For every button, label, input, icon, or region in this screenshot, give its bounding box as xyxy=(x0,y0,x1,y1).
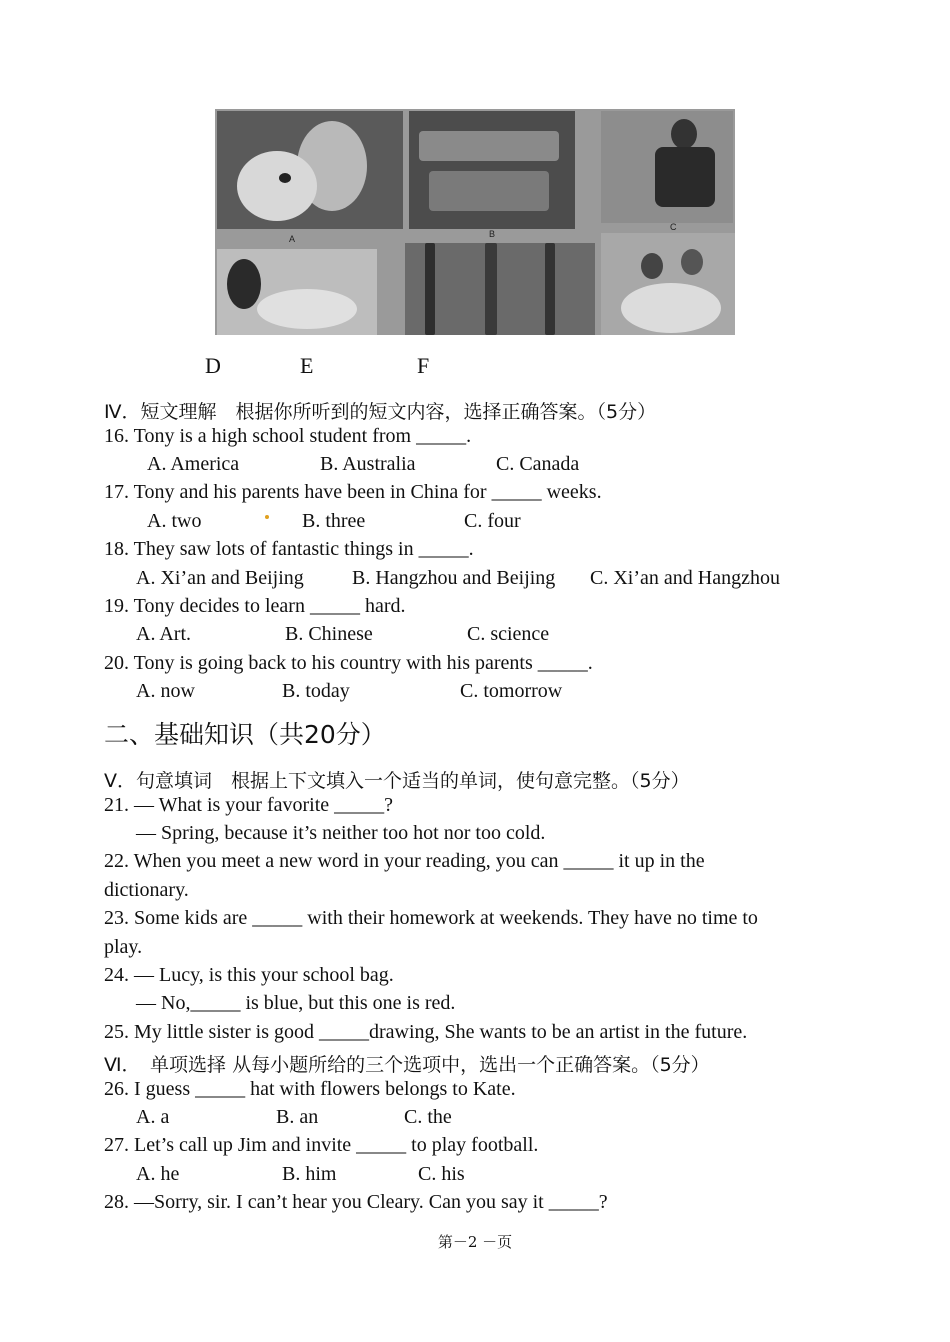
option: C. his xyxy=(418,1163,465,1185)
photo-d-dogs xyxy=(217,249,377,335)
option: B. Chinese xyxy=(285,623,373,645)
option: A. two xyxy=(147,510,202,532)
question-stem: 16. Tony is a high school student from _____. xyxy=(104,425,472,447)
option: C. Canada xyxy=(496,453,580,475)
page-footer: 第－2 －页 xyxy=(437,1233,513,1251)
photo-b-computer-room xyxy=(409,111,575,229)
option: A. he xyxy=(136,1163,180,1185)
letter-f: F xyxy=(417,353,430,378)
fill-line: 22. When you meet a new word in your reading, you can _____ it up in the xyxy=(104,850,705,872)
option: C. tomorrow xyxy=(460,680,563,702)
photo-c-man-reading xyxy=(601,111,733,223)
option: B. him xyxy=(282,1163,337,1185)
stray-dot xyxy=(265,515,269,519)
option: A. now xyxy=(136,680,195,702)
photo-collage xyxy=(215,109,735,335)
fill-line: dictionary. xyxy=(104,879,189,901)
option: C. science xyxy=(467,623,550,645)
photo-label-b: B xyxy=(489,229,496,239)
question-stem: 26. I guess _____ hat with flowers belongs to Kate. xyxy=(104,1078,516,1100)
question-stem: 19. Tony decides to learn _____ hard. xyxy=(104,595,406,617)
question-stem: 17. Tony and his parents have been in China for _____ weeks. xyxy=(104,481,602,503)
option: C. four xyxy=(464,510,521,532)
option: A. Art. xyxy=(136,623,191,645)
fill-line: play. xyxy=(104,936,143,958)
option: C. Xi’an and Hangzhou xyxy=(590,567,780,589)
fill-line: 24. — Lucy, is this your school bag. xyxy=(104,964,394,986)
fill-line: — No,_____ is blue, but this one is red. xyxy=(136,992,456,1014)
option: C. the xyxy=(404,1106,452,1128)
option: B. Hangzhou and Beijing xyxy=(352,567,556,589)
photo-f-students xyxy=(601,233,735,335)
fill-line: 25. My little sister is good _____drawing, She wants to be an artist in the future. xyxy=(104,1021,748,1043)
section-4-title: Ⅳ．短文理解 根据你所听到的短文内容，选择正确答案。（5分） xyxy=(104,401,657,423)
question-stem: 27. Let’s call up Jim and invite _____ to play football. xyxy=(104,1134,539,1156)
question-stem: 20. Tony is going back to his country with his parents _____. xyxy=(104,652,593,674)
fill-line: 23. Some kids are _____ with their homework at weekends. They have no time to xyxy=(104,907,758,929)
option: A. Xi’an and Beijing xyxy=(136,567,304,589)
photo-label-c: C xyxy=(670,222,677,232)
photo-e-forest xyxy=(405,243,595,335)
fill-line: — Spring, because it’s neither too hot nor too cold. xyxy=(136,822,546,844)
question-stem: 28. —Sorry, sir. I can’t hear you Cleary. Can you say it _____? xyxy=(104,1191,608,1213)
section-5-title: Ⅴ．句意填词 根据上下文填入一个适当的单词，使句意完整。（5分） xyxy=(104,770,690,792)
option: B. an xyxy=(276,1106,319,1128)
option: A. America xyxy=(147,453,240,475)
letter-d: D xyxy=(205,353,221,378)
option: B. three xyxy=(302,510,366,532)
section-6-title: Ⅵ． 单项选择 从每小题所给的三个选项中，选出一个正确答案。（5分） xyxy=(104,1054,710,1076)
part-2-heading: 二、基础知识（共20分） xyxy=(104,720,386,749)
fill-line: 21. — What is your favorite _____? xyxy=(104,794,394,816)
option: A. a xyxy=(136,1106,170,1128)
question-stem: 18. They saw lots of fantastic things in _____. xyxy=(104,538,474,560)
option: B. Australia xyxy=(320,453,416,475)
letter-e: E xyxy=(300,353,314,378)
option: B. today xyxy=(282,680,350,702)
photo-a-girl-with-dog xyxy=(217,111,403,229)
photo-label-a: A xyxy=(289,234,296,244)
